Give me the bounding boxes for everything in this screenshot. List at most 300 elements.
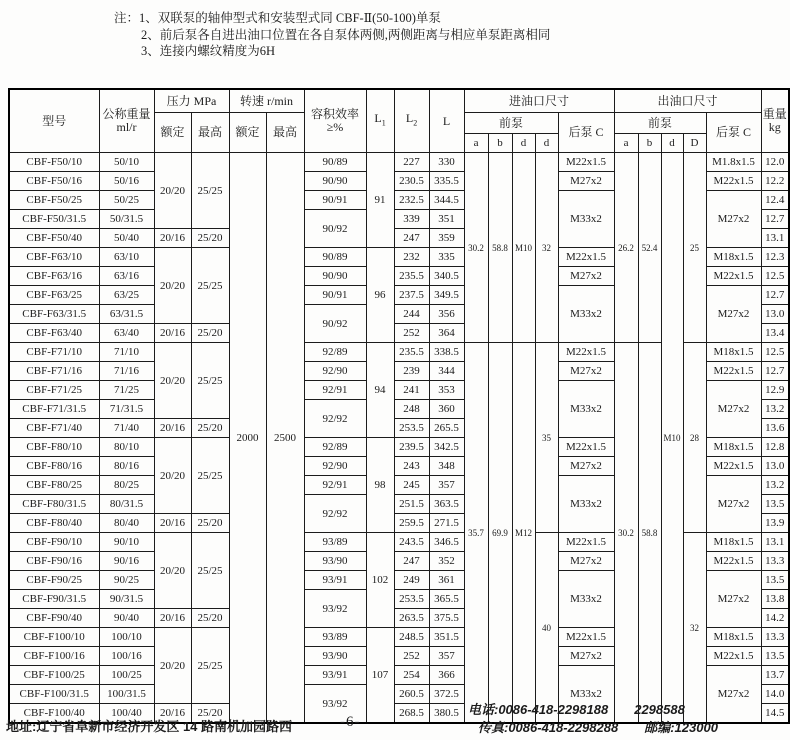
cell-efficiency: 93/92 bbox=[304, 590, 366, 628]
cell-L: 344.5 bbox=[429, 191, 464, 210]
col-header-weight bbox=[761, 89, 789, 153]
cell-L2: 260.5 bbox=[394, 685, 429, 704]
cell-displacement: 71/25 bbox=[99, 381, 154, 400]
cell-in_a: 30.2 bbox=[464, 153, 488, 343]
cell-L: 344 bbox=[429, 362, 464, 381]
cell-displacement: 50/10 bbox=[99, 153, 154, 172]
L2-label: L bbox=[405, 111, 414, 126]
cell-efficiency: 90/90 bbox=[304, 172, 366, 191]
postal-code: 邮编:123000 bbox=[644, 720, 718, 735]
cell-weight: 14.2 bbox=[761, 609, 789, 628]
cell-efficiency: 92/90 bbox=[304, 457, 366, 476]
cell-inlet-rear-C: M27x2 bbox=[558, 457, 614, 476]
cell-pressure-rated: 20/20 bbox=[154, 248, 191, 324]
cell-out_D: 28 bbox=[683, 343, 706, 533]
cell-inlet-rear-C: M27x2 bbox=[558, 647, 614, 666]
cell-displacement: 50/25 bbox=[99, 191, 154, 210]
cell-L: 357 bbox=[429, 647, 464, 666]
cell-out_a: 30.2 bbox=[614, 343, 638, 724]
cell-inlet-rear-C: M27x2 bbox=[558, 362, 614, 381]
cell-in_a: 35.7 bbox=[464, 343, 488, 724]
cell-pressure-rated: 20/20 bbox=[154, 343, 191, 419]
cell-out_D: 32 bbox=[683, 533, 706, 724]
cell-model: CBF-F71/10 bbox=[9, 343, 99, 362]
cell-model: CBF-F63/10 bbox=[9, 248, 99, 267]
displacement-unit: ml/r bbox=[116, 120, 137, 134]
cell-efficiency: 92/92 bbox=[304, 400, 366, 438]
cell-weight: 12.3 bbox=[761, 248, 789, 267]
cell-inlet-rear-C: M22x1.5 bbox=[558, 533, 614, 552]
cell-efficiency: 92/91 bbox=[304, 381, 366, 400]
cell-L1: 96 bbox=[366, 248, 394, 343]
phone-number: 电话:0086-418-2298188 bbox=[468, 702, 609, 717]
cell-efficiency: 90/90 bbox=[304, 267, 366, 286]
note-line bbox=[114, 10, 550, 27]
cell-efficiency: 93/91 bbox=[304, 571, 366, 590]
cell-outlet-rear-C: M1.8x1.5 bbox=[706, 153, 761, 172]
cell-model: CBF-F90/16 bbox=[9, 552, 99, 571]
cell-displacement: 80/25 bbox=[99, 476, 154, 495]
cell-L: 349.5 bbox=[429, 286, 464, 305]
cell-inlet-rear-C: M27x2 bbox=[558, 172, 614, 191]
cell-outlet-rear-C: M27x2 bbox=[706, 666, 761, 724]
cell-weight: 13.8 bbox=[761, 590, 789, 609]
cell-model: CBF-F90/40 bbox=[9, 609, 99, 628]
cell-outlet-rear-C: M22x1.5 bbox=[706, 552, 761, 571]
footer-fax-line bbox=[468, 720, 718, 735]
cell-pressure-rated: 20/16 bbox=[154, 419, 191, 438]
cell-displacement: 100/31.5 bbox=[99, 685, 154, 704]
cell-model: CBF-F100/31.5 bbox=[9, 685, 99, 704]
col-header-inlet-b: b bbox=[488, 134, 512, 153]
cell-pressure-max: 25/25 bbox=[191, 628, 229, 704]
note-2: 2、前后泵各自进出油口位置在各自泵体两侧,两侧距离与相应单泵距离相同 bbox=[141, 27, 551, 42]
cell-displacement: 90/16 bbox=[99, 552, 154, 571]
cell-out_b: 52.4 bbox=[638, 153, 661, 343]
cell-L1: 94 bbox=[366, 343, 394, 438]
cell-L: 335 bbox=[429, 248, 464, 267]
cell-weight: 12.9 bbox=[761, 381, 789, 400]
cell-outlet-rear-C: M18x1.5 bbox=[706, 248, 761, 267]
cell-L: 356 bbox=[429, 305, 464, 324]
cell-weight: 13.4 bbox=[761, 324, 789, 343]
cell-displacement: 71/10 bbox=[99, 343, 154, 362]
cell-in_d2: 40 bbox=[535, 533, 558, 724]
cell-L2: 232.5 bbox=[394, 191, 429, 210]
col-header-speed-rated: 额定 bbox=[229, 113, 266, 153]
notes-prefix: 注： bbox=[114, 11, 140, 25]
note-1: 1、双联泵的轴伸型式和安装型式同 CBF-Ⅱ(50-100)单泵 bbox=[139, 11, 441, 25]
cell-displacement: 50/31.5 bbox=[99, 210, 154, 229]
cell-efficiency: 93/92 bbox=[304, 685, 366, 724]
cell-L: 359 bbox=[429, 229, 464, 248]
cell-out_D: 25 bbox=[683, 153, 706, 343]
cell-weight: 12.4 bbox=[761, 191, 789, 210]
cell-L: 363.5 bbox=[429, 495, 464, 514]
cell-L: 271.5 bbox=[429, 514, 464, 533]
cell-L: 357 bbox=[429, 476, 464, 495]
cell-weight: 14.0 bbox=[761, 685, 789, 704]
cell-out_d: M10 bbox=[661, 153, 683, 724]
cell-L1: 107 bbox=[366, 628, 394, 724]
col-header-outlet-D: D bbox=[683, 134, 706, 153]
cell-displacement: 90/10 bbox=[99, 533, 154, 552]
cell-pressure-max: 25/20 bbox=[191, 419, 229, 438]
cell-displacement: 100/10 bbox=[99, 628, 154, 647]
cell-outlet-rear-C: M22x1.5 bbox=[706, 172, 761, 191]
cell-model: CBF-F80/10 bbox=[9, 438, 99, 457]
cell-model: CBF-F63/40 bbox=[9, 324, 99, 343]
col-header-L1 bbox=[366, 89, 394, 153]
cell-model: CBF-F50/40 bbox=[9, 229, 99, 248]
col-header-efficiency bbox=[304, 89, 366, 153]
cell-pressure-rated: 20/20 bbox=[154, 153, 191, 229]
cell-weight: 13.0 bbox=[761, 457, 789, 476]
cell-L2: 239.5 bbox=[394, 438, 429, 457]
cell-weight: 13.2 bbox=[761, 400, 789, 419]
cell-pressure-rated: 20/20 bbox=[154, 628, 191, 704]
cell-model: CBF-F71/25 bbox=[9, 381, 99, 400]
cell-L: 351.5 bbox=[429, 628, 464, 647]
cell-efficiency: 92/89 bbox=[304, 343, 366, 362]
cell-L2: 243.5 bbox=[394, 533, 429, 552]
pump-spec-table bbox=[8, 88, 790, 724]
cell-weight: 12.7 bbox=[761, 210, 789, 229]
L1-label: L bbox=[374, 111, 382, 126]
col-header-outlet-a: a bbox=[614, 134, 638, 153]
col-header-inlet-a: a bbox=[464, 134, 488, 153]
cell-weight: 13.7 bbox=[761, 666, 789, 685]
cell-L2: 239 bbox=[394, 362, 429, 381]
cell-L2: 230.5 bbox=[394, 172, 429, 191]
cell-L2: 253.5 bbox=[394, 590, 429, 609]
cell-L2: 243 bbox=[394, 457, 429, 476]
cell-pressure-rated: 20/16 bbox=[154, 609, 191, 628]
cell-L2: 237.5 bbox=[394, 286, 429, 305]
cell-pressure-max: 25/20 bbox=[191, 324, 229, 343]
cell-displacement: 100/16 bbox=[99, 647, 154, 666]
cell-outlet-rear-C: M18x1.5 bbox=[706, 438, 761, 457]
cell-L2: 253.5 bbox=[394, 419, 429, 438]
cell-L2: 244 bbox=[394, 305, 429, 324]
cell-L2: 247 bbox=[394, 229, 429, 248]
cell-displacement: 71/40 bbox=[99, 419, 154, 438]
cell-pressure-rated: 20/16 bbox=[154, 514, 191, 533]
cell-L: 366 bbox=[429, 666, 464, 685]
cell-displacement: 80/40 bbox=[99, 514, 154, 533]
cell-L1: 91 bbox=[366, 153, 394, 248]
cell-L2: 235.5 bbox=[394, 343, 429, 362]
cell-in_d2: 35 bbox=[535, 343, 558, 533]
weight-unit: kg bbox=[768, 120, 781, 134]
cell-weight: 12.5 bbox=[761, 343, 789, 362]
col-header-L2 bbox=[394, 89, 429, 153]
col-header-L: L bbox=[429, 89, 464, 153]
cell-L: 335.5 bbox=[429, 172, 464, 191]
col-header-pressure-rated: 额定 bbox=[154, 113, 191, 153]
cell-L2: 251.5 bbox=[394, 495, 429, 514]
displacement-label: 公称重量 bbox=[102, 107, 151, 121]
cell-inlet-rear-C: M33x2 bbox=[558, 286, 614, 343]
cell-inlet-rear-C: M33x2 bbox=[558, 666, 614, 724]
cell-displacement: 63/40 bbox=[99, 324, 154, 343]
col-header-inlet-front: 前泵 bbox=[464, 113, 558, 134]
L1-subscript: 1 bbox=[381, 118, 386, 128]
col-header-outlet-front: 前泵 bbox=[614, 113, 706, 134]
cell-weight: 12.5 bbox=[761, 267, 789, 286]
note-3: 3、连接内螺纹精度为6H bbox=[141, 44, 276, 58]
cell-inlet-rear-C: M22x1.5 bbox=[558, 248, 614, 267]
cell-pressure-rated: 20/20 bbox=[154, 533, 191, 609]
cell-pressure-max: 25/20 bbox=[191, 704, 229, 724]
cell-model: CBF-F90/25 bbox=[9, 571, 99, 590]
cell-inlet-rear-C: M33x2 bbox=[558, 191, 614, 248]
cell-L: 372.5 bbox=[429, 685, 464, 704]
cell-inlet-rear-C: M33x2 bbox=[558, 381, 614, 438]
cell-L: 375.5 bbox=[429, 609, 464, 628]
cell-L2: 263.5 bbox=[394, 609, 429, 628]
phone-number-extra: 2298588 bbox=[634, 702, 685, 717]
cell-efficiency: 90/92 bbox=[304, 210, 366, 248]
cell-efficiency: 92/89 bbox=[304, 438, 366, 457]
cell-model: CBF-F100/16 bbox=[9, 647, 99, 666]
cell-displacement: 71/31.5 bbox=[99, 400, 154, 419]
cell-L2: 227 bbox=[394, 153, 429, 172]
cell-L2: 259.5 bbox=[394, 514, 429, 533]
cell-pressure-max: 25/25 bbox=[191, 343, 229, 419]
cell-displacement: 50/16 bbox=[99, 172, 154, 191]
cell-displacement: 50/40 bbox=[99, 229, 154, 248]
cell-pressure-rated: 20/20 bbox=[154, 438, 191, 514]
cell-sp_rated: 2000 bbox=[229, 153, 266, 724]
cell-pressure-max: 25/25 bbox=[191, 438, 229, 514]
cell-weight: 13.2 bbox=[761, 476, 789, 495]
cell-displacement: 100/40 bbox=[99, 704, 154, 724]
cell-displacement: 90/31.5 bbox=[99, 590, 154, 609]
col-header-pressure-max: 最高 bbox=[191, 113, 229, 153]
cell-outlet-rear-C: M22x1.5 bbox=[706, 647, 761, 666]
cell-efficiency: 90/92 bbox=[304, 305, 366, 343]
cell-pressure-max: 25/25 bbox=[191, 153, 229, 229]
cell-model: CBF-F71/40 bbox=[9, 419, 99, 438]
cell-pressure-max: 25/20 bbox=[191, 229, 229, 248]
cell-displacement: 63/31.5 bbox=[99, 305, 154, 324]
cell-weight: 13.3 bbox=[761, 628, 789, 647]
cell-model: CBF-F80/40 bbox=[9, 514, 99, 533]
cell-outlet-rear-C: M18x1.5 bbox=[706, 628, 761, 647]
cell-L1: 98 bbox=[366, 438, 394, 533]
cell-inlet-rear-C: M22x1.5 bbox=[558, 343, 614, 362]
cell-weight: 12.8 bbox=[761, 438, 789, 457]
cell-out_b: 58.8 bbox=[638, 343, 661, 724]
cell-in_d2: 32 bbox=[535, 153, 558, 343]
cell-pressure-rated: 20/16 bbox=[154, 229, 191, 248]
L2-subscript: 2 bbox=[413, 118, 418, 128]
notes-block bbox=[114, 10, 550, 60]
col-header-displacement bbox=[99, 89, 154, 153]
cell-in_b: 58.8 bbox=[488, 153, 512, 343]
cell-L: 361 bbox=[429, 571, 464, 590]
cell-L2: 241 bbox=[394, 381, 429, 400]
cell-inlet-rear-C: M27x2 bbox=[558, 267, 614, 286]
cell-L: 364 bbox=[429, 324, 464, 343]
cell-pressure-rated: 20/16 bbox=[154, 704, 191, 724]
col-header-inlet: 进油口尺寸 bbox=[464, 89, 614, 113]
cell-outlet-rear-C: M18x1.5 bbox=[706, 533, 761, 552]
cell-L: 365.5 bbox=[429, 590, 464, 609]
cell-model: CBF-F63/31.5 bbox=[9, 305, 99, 324]
cell-L: 340.5 bbox=[429, 267, 464, 286]
cell-efficiency: 92/92 bbox=[304, 495, 366, 533]
cell-inlet-rear-C: M22x1.5 bbox=[558, 153, 614, 172]
cell-pressure-max: 25/20 bbox=[191, 609, 229, 628]
col-header-inlet-d: d bbox=[512, 134, 535, 153]
cell-weight: 13.0 bbox=[761, 305, 789, 324]
table-row bbox=[9, 153, 789, 172]
cell-sp_max: 2500 bbox=[266, 153, 304, 724]
cell-efficiency: 90/91 bbox=[304, 286, 366, 305]
cell-model: CBF-F80/16 bbox=[9, 457, 99, 476]
cell-outlet-rear-C: M27x2 bbox=[706, 381, 761, 438]
weight-label: 重量 bbox=[762, 107, 787, 121]
cell-outlet-rear-C: M27x2 bbox=[706, 571, 761, 628]
cell-L2: 245 bbox=[394, 476, 429, 495]
cell-weight: 13.5 bbox=[761, 495, 789, 514]
cell-model: CBF-F90/31.5 bbox=[9, 590, 99, 609]
col-header-model: 型号 bbox=[9, 89, 99, 153]
cell-model: CBF-F71/31.5 bbox=[9, 400, 99, 419]
cell-L2: 249 bbox=[394, 571, 429, 590]
cell-L2: 247 bbox=[394, 552, 429, 571]
cell-inlet-rear-C: M33x2 bbox=[558, 571, 614, 628]
cell-inlet-rear-C: M33x2 bbox=[558, 476, 614, 533]
cell-L2: 248 bbox=[394, 400, 429, 419]
footer-phone-line bbox=[468, 702, 685, 717]
cell-L: 360 bbox=[429, 400, 464, 419]
header-row-1 bbox=[9, 89, 789, 113]
cell-efficiency: 92/90 bbox=[304, 362, 366, 381]
cell-in_d: M10 bbox=[512, 153, 535, 343]
cell-efficiency: 90/89 bbox=[304, 153, 366, 172]
cell-model: CBF-F100/40 bbox=[9, 704, 99, 724]
footer-address: 地址:辽宁省阜新市经济开发区 14 路南机加园路西 bbox=[6, 719, 293, 734]
cell-weight: 12.0 bbox=[761, 153, 789, 172]
cell-L2: 252 bbox=[394, 647, 429, 666]
page-number: -6- bbox=[340, 714, 361, 730]
cell-efficiency: 93/90 bbox=[304, 647, 366, 666]
col-header-speed: 转速 r/min bbox=[229, 89, 304, 113]
cell-efficiency: 92/91 bbox=[304, 476, 366, 495]
cell-inlet-rear-C: M22x1.5 bbox=[558, 628, 614, 647]
cell-displacement: 90/25 bbox=[99, 571, 154, 590]
cell-L: 265.5 bbox=[429, 419, 464, 438]
cell-weight: 13.1 bbox=[761, 533, 789, 552]
cell-outlet-rear-C: M27x2 bbox=[706, 286, 761, 343]
cell-pressure-max: 25/20 bbox=[191, 514, 229, 533]
col-header-inlet-d2: d bbox=[535, 134, 558, 153]
cell-displacement: 63/10 bbox=[99, 248, 154, 267]
efficiency-threshold: ≥% bbox=[326, 120, 344, 134]
cell-L2: 268.5 bbox=[394, 704, 429, 724]
cell-model: CBF-F100/10 bbox=[9, 628, 99, 647]
cell-weight: 13.9 bbox=[761, 514, 789, 533]
cell-model: CBF-F50/25 bbox=[9, 191, 99, 210]
cell-weight: 13.5 bbox=[761, 571, 789, 590]
cell-L2: 254 bbox=[394, 666, 429, 685]
efficiency-label: 容积效率 bbox=[311, 107, 360, 121]
fax-number: 传真:0086-418-2298288 bbox=[478, 720, 619, 735]
cell-L: 351 bbox=[429, 210, 464, 229]
cell-model: CBF-F50/31.5 bbox=[9, 210, 99, 229]
cell-inlet-rear-C: M27x2 bbox=[558, 552, 614, 571]
cell-L2: 235.5 bbox=[394, 267, 429, 286]
cell-L1: 102 bbox=[366, 533, 394, 628]
cell-outlet-rear-C: M27x2 bbox=[706, 476, 761, 533]
cell-L: 338.5 bbox=[429, 343, 464, 362]
cell-weight: 12.2 bbox=[761, 172, 789, 191]
cell-model: CBF-F80/25 bbox=[9, 476, 99, 495]
cell-L: 380.5 bbox=[429, 704, 464, 724]
cell-L: 353 bbox=[429, 381, 464, 400]
cell-displacement: 80/10 bbox=[99, 438, 154, 457]
cell-in_d: M12 bbox=[512, 343, 535, 724]
footer-contact bbox=[468, 701, 718, 737]
col-header-outlet: 出油口尺寸 bbox=[614, 89, 761, 113]
cell-L2: 248.5 bbox=[394, 628, 429, 647]
cell-weight: 12.7 bbox=[761, 286, 789, 305]
cell-efficiency: 90/91 bbox=[304, 191, 366, 210]
cell-L: 346.5 bbox=[429, 533, 464, 552]
cell-efficiency: 93/91 bbox=[304, 666, 366, 685]
col-header-speed-max: 最高 bbox=[266, 113, 304, 153]
cell-outlet-rear-C: M22x1.5 bbox=[706, 267, 761, 286]
cell-displacement: 80/31.5 bbox=[99, 495, 154, 514]
cell-pressure-max: 25/25 bbox=[191, 248, 229, 324]
cell-displacement: 63/25 bbox=[99, 286, 154, 305]
cell-out_a: 26.2 bbox=[614, 153, 638, 343]
cell-outlet-rear-C: M22x1.5 bbox=[706, 457, 761, 476]
cell-efficiency: 93/89 bbox=[304, 628, 366, 647]
cell-model: CBF-F100/25 bbox=[9, 666, 99, 685]
cell-displacement: 100/25 bbox=[99, 666, 154, 685]
cell-L: 342.5 bbox=[429, 438, 464, 457]
col-header-outlet-d: d bbox=[661, 134, 683, 153]
cell-weight: 14.5 bbox=[761, 704, 789, 724]
cell-outlet-rear-C: M27x2 bbox=[706, 191, 761, 248]
cell-in_b: 69.9 bbox=[488, 343, 512, 724]
cell-efficiency: 90/89 bbox=[304, 248, 366, 267]
cell-displacement: 63/16 bbox=[99, 267, 154, 286]
cell-weight: 13.3 bbox=[761, 552, 789, 571]
cell-model: CBF-F50/10 bbox=[9, 153, 99, 172]
cell-model: CBF-F80/31.5 bbox=[9, 495, 99, 514]
cell-displacement: 90/40 bbox=[99, 609, 154, 628]
cell-L2: 232 bbox=[394, 248, 429, 267]
cell-pressure-rated: 20/16 bbox=[154, 324, 191, 343]
col-header-pressure: 压力 MPa bbox=[154, 89, 229, 113]
col-header-outlet-rear: 后泵 C bbox=[706, 113, 761, 153]
cell-L2: 339 bbox=[394, 210, 429, 229]
cell-weight: 13.6 bbox=[761, 419, 789, 438]
cell-model: CBF-F90/10 bbox=[9, 533, 99, 552]
cell-outlet-rear-C: M18x1.5 bbox=[706, 343, 761, 362]
cell-inlet-rear-C: M22x1.5 bbox=[558, 438, 614, 457]
cell-pressure-max: 25/25 bbox=[191, 533, 229, 609]
col-header-inlet-rear: 后泵 C bbox=[558, 113, 614, 153]
cell-weight: 13.1 bbox=[761, 229, 789, 248]
cell-model: CBF-F63/16 bbox=[9, 267, 99, 286]
page-footer bbox=[0, 698, 790, 740]
